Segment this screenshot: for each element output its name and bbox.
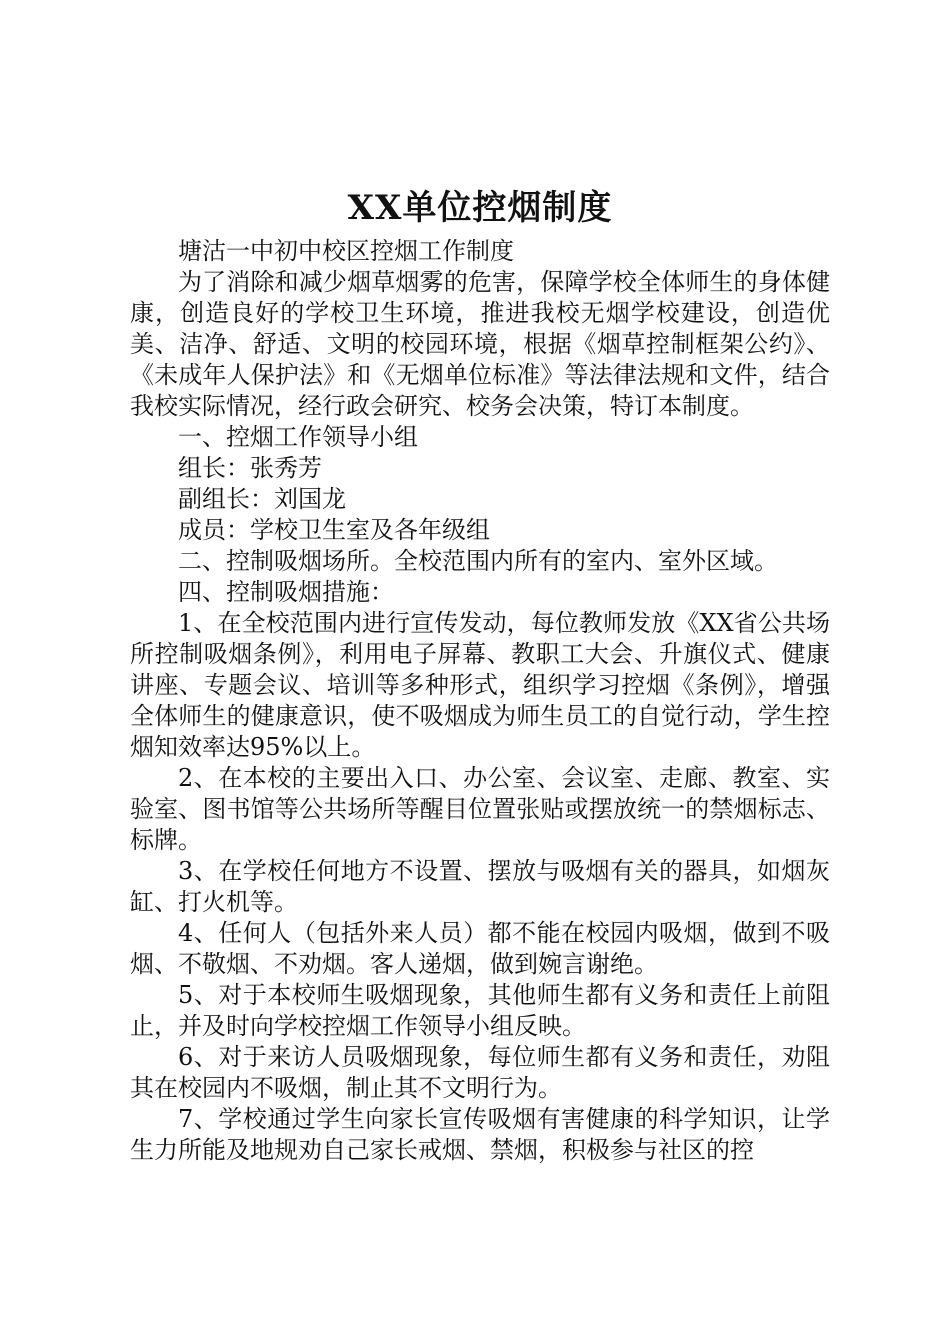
- paragraph-measure-6: 6、对于来访人员吸烟现象，每位师生都有义务和责任，劝阻其在校园内不吸烟，制止其不文明行为。: [130, 1043, 830, 1102]
- paragraph-members: 成员：学校卫生室及各年级组: [178, 516, 490, 544]
- paragraph-deputy-leader: 副组长：刘国龙: [178, 485, 346, 513]
- paragraph-measure-5: 5、对于本校师生吸烟现象，其他师生都有义务和责任上前阻止，并及时向学校控烟工作领导小组反映。: [130, 981, 830, 1040]
- paragraph-intro: 为了消除和减少烟草烟雾的危害，保障学校全体师生的身体健康，创造良好的学校卫生环境，推进我校无烟学校建设，创造优美、洁净、舒适、文明的校园环境，根据《烟草控制框架公约》、《未成年人保护法》和《无烟单位标准》等法律法规和文件，结合我校实际情况，经行政会研究、校务会决策，特订本制度。: [130, 268, 830, 420]
- paragraph-leader: 组长：张秀芳: [178, 454, 322, 482]
- document-title: XX单位控烟制度: [347, 188, 613, 228]
- paragraph-measure-1: 1、在全校范围内进行宣传发动，每位教师发放《XX省公共场所控制吸烟条例》，利用电子屏幕、教职工大会、升旗仪式、健康讲座、专题会议、培训等多种形式，组织学习控烟《条例》，增强全体师生的健康意识，使不吸烟成为师生员工的自觉行动，学生控烟知效率达95%以上。: [130, 609, 830, 761]
- paragraph-section-4: 四、控制吸烟措施：: [178, 578, 394, 606]
- paragraph-measure-2: 2、在本校的主要出入口、办公室、会议室、走廊、教室、实验室、图书馆等公共场所等醒目位置张贴或摆放统一的禁烟标志、标牌。: [130, 764, 830, 854]
- paragraph-section-2: 二、控制吸烟场所。全校范围内所有的室内、室外区域。: [178, 547, 778, 575]
- paragraph-section-1: 一、控烟工作领导小组: [178, 423, 418, 451]
- paragraph-measure-3: 3、在学校任何地方不设置、摆放与吸烟有关的器具，如烟灰缸、打火机等。: [130, 857, 830, 916]
- paragraph-subtitle: 塘沽一中初中校区控烟工作制度: [178, 237, 514, 265]
- paragraph-measure-7: 7、学校通过学生向家长宣传吸烟有害健康的科学知识，让学生力所能及地规劝自己家长戒烟、禁烟，积极参与社区的控: [130, 1105, 830, 1164]
- document-page: [130, 180, 830, 1166]
- paragraph-measure-4: 4、任何人（包括外来人员）都不能在校园内吸烟，做到不吸烟、不敬烟、不劝烟。客人递烟，做到婉言谢绝。: [130, 919, 830, 978]
